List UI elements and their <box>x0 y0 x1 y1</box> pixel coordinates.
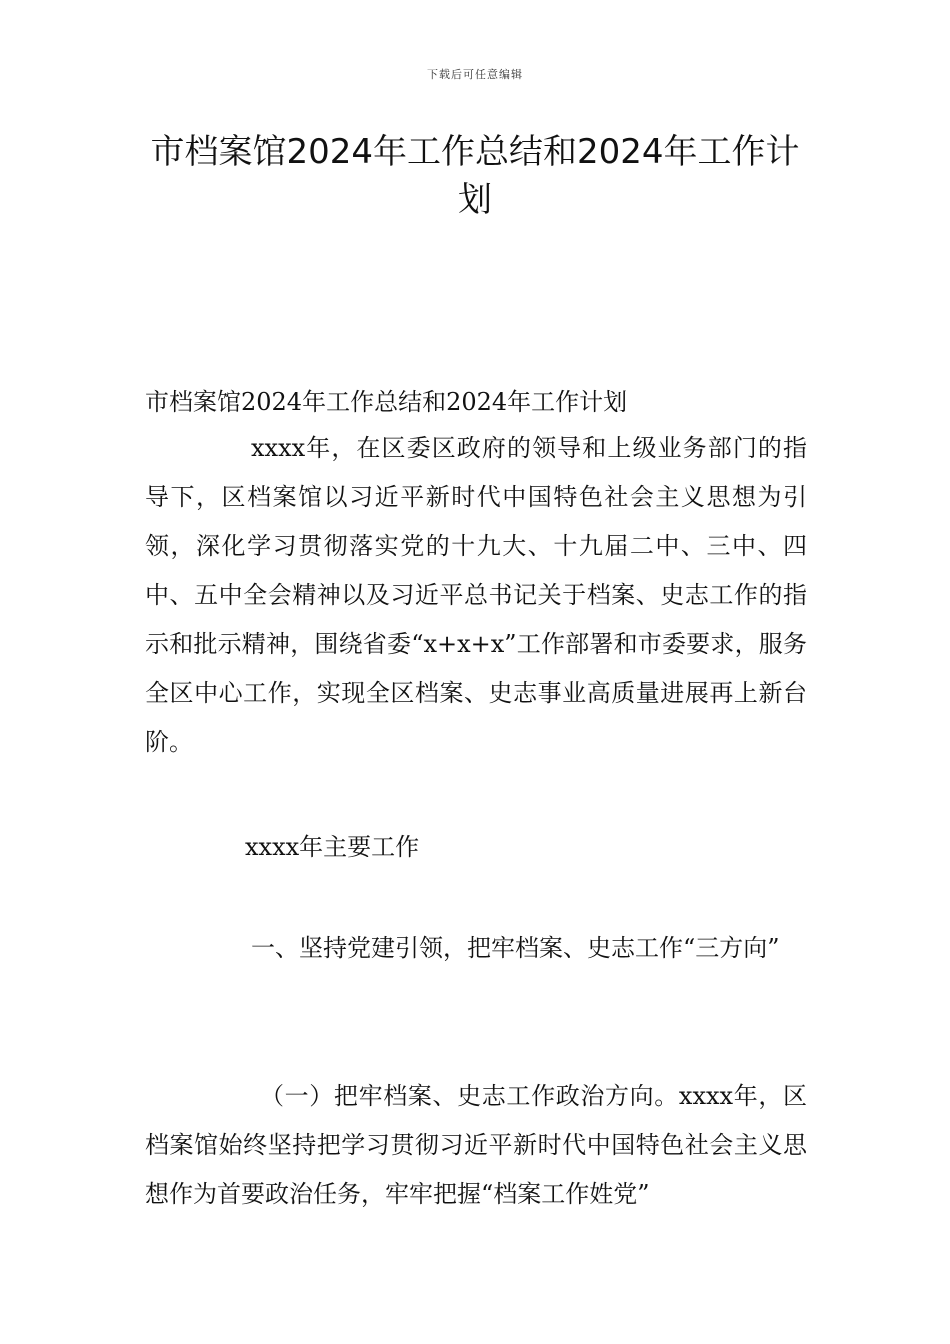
section-label: xxxx年主要工作 <box>245 833 420 861</box>
intro-paragraph: xxxx年，在区委区政府的领导和上级业务部门的指导下，区档案馆以习近平新时代中国特色社会主义思想为引领，深化学习贯彻落实党的十九大、十九届二中、三中、四中、五中全会精神以及习近平总书记关于档案、史志工作的指示和批示精神，围绕省委“x+x+x”工作部署和市委要求，服务全区中心工作，实现全区档案、史志事业高质量进展再上新台阶。 <box>145 434 807 756</box>
document-title: 市档案馆2024年工作总结和2024年工作计划 <box>150 132 800 220</box>
paragraph-one: （一）把牢档案、史志工作政治方向。xxxx年，区档案馆始终坚持把学习贯彻习近平新时代中国特色社会主义思想作为首要政治任务，牢牢把握“档案工作姓党” <box>145 1082 807 1208</box>
header-note: 下载后可任意编辑 <box>427 68 523 81</box>
document-subtitle: 市档案馆2024年工作总结和2024年工作计划 <box>145 388 628 416</box>
section-heading-one: 一、坚持党建引领，把牢档案、史志工作“三方向” <box>251 934 780 962</box>
